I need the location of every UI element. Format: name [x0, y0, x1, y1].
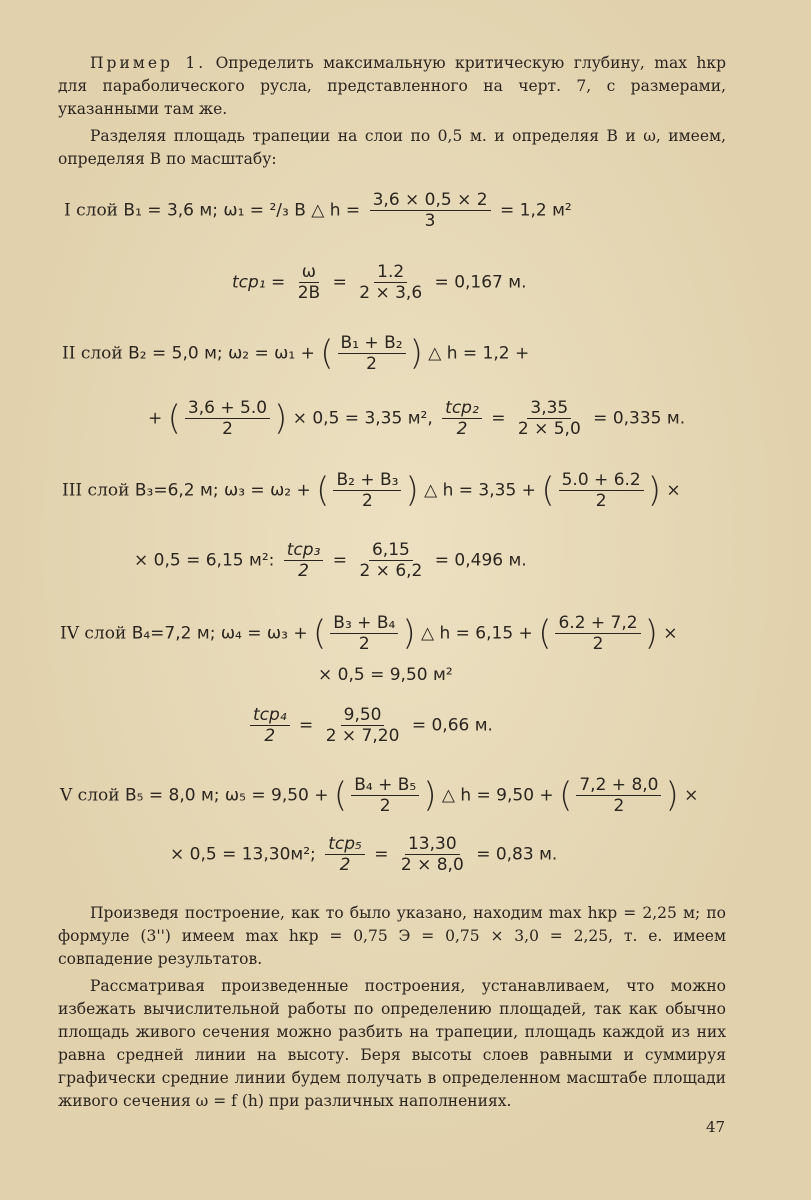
numerator: B₄ + B₅	[351, 775, 419, 796]
equation-part: = 0,496 м.	[434, 550, 527, 571]
numerator: tср₄	[250, 705, 290, 726]
fraction	[185, 398, 270, 439]
equation-part: × 0,5 = 13,30м²;	[170, 844, 316, 865]
paragraph-conclusion: Рассматривая произведенные построения, устанавливаем, что можно избежать вычислительной работы по определению площадей, так как обычно площадь живого сечения можно разбить на трапеции, площадь каждой из них равна средней линии на высоту. Беря высоты слоев равными и суммируя графически средние линии будем получать в определенном масштабе площади живого сечения ω = f (h) при различных наполнениях.	[58, 977, 726, 1110]
paren-right: )	[402, 613, 416, 654]
paren-left: (	[559, 775, 573, 816]
fraction	[338, 333, 406, 374]
denominator: 2	[366, 354, 377, 374]
paragraph-layers-intro: Разделяя площадь трапеции на слои по 0,5 м. и определяя B и ω, имеем, определяя B по масштабу:	[58, 127, 726, 168]
paren-left: (	[320, 333, 334, 374]
denominator: 2	[298, 561, 309, 581]
paren-right: )	[274, 398, 288, 439]
example-text: Определить максимальную критическую глубину, max hкр для параболического русла, представленного на черт. 7, с размерами, указанными там же.	[58, 54, 726, 118]
equation-layer-4-cont: × 0,5 = 9,50 м²	[318, 665, 453, 685]
denominator: 2 × 6,2	[359, 561, 423, 581]
equation-layer-4-depth	[246, 705, 493, 746]
numerator: 13,30	[405, 834, 460, 855]
layer-label: IV слой	[60, 623, 127, 644]
paren-right: )	[647, 470, 661, 511]
layer-label: III слой	[62, 480, 130, 501]
fraction	[442, 398, 482, 439]
fraction	[333, 470, 401, 511]
fraction	[330, 613, 398, 654]
denominator: 2 × 3,6	[359, 283, 423, 303]
paren-right: )	[405, 470, 419, 511]
paren-right: )	[644, 613, 658, 654]
denominator: 2 × 8,0	[400, 855, 464, 875]
numerator: tср₃	[284, 540, 324, 561]
denominator: 2 × 7,20	[325, 726, 400, 746]
numerator: 1.2	[374, 262, 407, 283]
equation-part: B₃=6,2 м; ω₃ = ω₂ +	[134, 480, 311, 501]
fraction	[284, 540, 324, 581]
equation-part: = 1,2 м²	[500, 200, 572, 221]
denominator: 2 × 5,0	[517, 419, 581, 439]
fraction	[356, 540, 425, 581]
numerator: ω	[299, 262, 319, 283]
equation-part: B₄=7,2 м; ω₄ = ω₃ +	[131, 623, 308, 644]
equation-part: × 0,5 = 3,35 м²,	[292, 408, 433, 429]
fraction	[555, 613, 640, 654]
denominator: 2	[362, 491, 373, 511]
numerator: 7,2 + 8,0	[576, 775, 661, 796]
numerator: 6.2 + 7,2	[555, 613, 640, 634]
fraction	[356, 262, 425, 303]
equation-part: B₅ = 8,0 м; ω₅ = 9,50 +	[124, 785, 329, 806]
equation-part: △ h = 1,2 +	[428, 343, 530, 364]
numerator: 6,15	[369, 540, 413, 561]
paren-left: (	[316, 470, 330, 511]
numerator: 3,35	[527, 398, 571, 419]
equation-layer-3-cont	[134, 540, 527, 581]
equation-part: ×	[684, 785, 699, 806]
equation-part: ×	[663, 623, 678, 644]
paragraph-result: Произведя построение, как то было указано, находим max hкр = 2,25 м; по формуле (3'') имеем max hкр = 0,75 Э = 0,75 × 3,0 = 2,25, т. е. имеем совпадение результатов.	[58, 904, 726, 968]
paren-left: (	[538, 613, 552, 654]
denominator: 2	[456, 419, 468, 439]
denominator: 2	[595, 491, 607, 511]
page-number: 47	[706, 1118, 726, 1136]
fraction	[559, 470, 644, 511]
fraction	[250, 705, 290, 746]
equation-part: △ h = 6,15 +	[420, 623, 533, 644]
equation-layer-5-cont	[170, 834, 557, 875]
example-heading: Пример 1.	[90, 54, 207, 72]
equation-part: +	[148, 408, 163, 429]
paren-right: )	[665, 775, 679, 816]
equation-layer-2-cont	[148, 398, 685, 439]
paragraph-example	[58, 52, 726, 121]
equals-sign: =	[374, 844, 389, 865]
paren-right: )	[423, 775, 437, 816]
equals-sign: =	[332, 550, 348, 571]
fraction	[370, 190, 491, 231]
paren-left: (	[167, 398, 181, 439]
equation-part: △ h = 3,35 +	[424, 480, 536, 501]
equals-sign: =	[491, 408, 506, 429]
fraction	[576, 775, 661, 816]
paren-left: (	[541, 470, 555, 511]
numerator: B₃ + B₄	[330, 613, 398, 634]
equals-sign: =	[332, 272, 347, 293]
equation-part: B₂ = 5,0 м; ω₂ = ω₁ +	[128, 343, 315, 364]
numerator: 3,6 × 0,5 × 2	[370, 190, 491, 211]
denominator: 2	[613, 796, 625, 816]
equation-part: ×	[666, 480, 681, 501]
numerator: 5.0 + 6.2	[559, 470, 644, 491]
equals-sign: =	[299, 715, 314, 736]
paren-left: (	[313, 613, 327, 654]
denominator: 2B	[297, 283, 321, 303]
numerator: 9,50	[341, 705, 385, 726]
equation-part: × 0,5 = 6,15 м²:	[134, 550, 275, 571]
denominator: 2	[222, 419, 233, 439]
equation-layer-4	[60, 613, 678, 654]
layer-label: I слой	[64, 200, 119, 221]
fraction	[325, 834, 365, 875]
equation-layer-3	[62, 470, 681, 511]
numerator: 3,6 + 5.0	[185, 398, 270, 419]
fraction	[351, 775, 419, 816]
denominator: 2	[339, 855, 351, 875]
equation-part: B₁ = 3,6 м; ω₁ = ²/₃ B △ h =	[123, 200, 361, 221]
fraction	[398, 834, 467, 875]
denominator: 2	[358, 634, 370, 654]
equation-part: = 0,335 м.	[593, 408, 686, 429]
equation-part: = 0,167 м.	[434, 272, 527, 293]
layer-label: V слой	[60, 785, 120, 806]
denominator: 2	[592, 634, 604, 654]
layer-label: II слой	[62, 343, 123, 364]
numerator: tср₅	[325, 834, 365, 855]
equation-layer-1	[64, 190, 572, 231]
equation-layer-1-depth	[232, 262, 527, 303]
fraction	[295, 262, 323, 303]
equation-layer-5	[60, 775, 698, 816]
paren-left: (	[333, 775, 348, 816]
numerator: tср₂	[442, 398, 482, 419]
denominator: 2	[379, 796, 391, 816]
equation-part: tср₁ =	[232, 272, 286, 293]
equation-layer-2	[62, 333, 529, 374]
numerator: B₂ + B₃	[333, 470, 401, 491]
fraction	[515, 398, 584, 439]
equation-part: △ h = 9,50 +	[441, 785, 554, 806]
numerator: B₁ + B₂	[338, 333, 406, 354]
fraction	[323, 705, 403, 746]
equation-part: = 0,66 м.	[411, 715, 493, 736]
denominator: 2	[264, 726, 276, 746]
paren-right: )	[409, 333, 423, 374]
equation-part: = 0,83 м.	[476, 844, 558, 865]
denominator: 3	[424, 211, 436, 231]
